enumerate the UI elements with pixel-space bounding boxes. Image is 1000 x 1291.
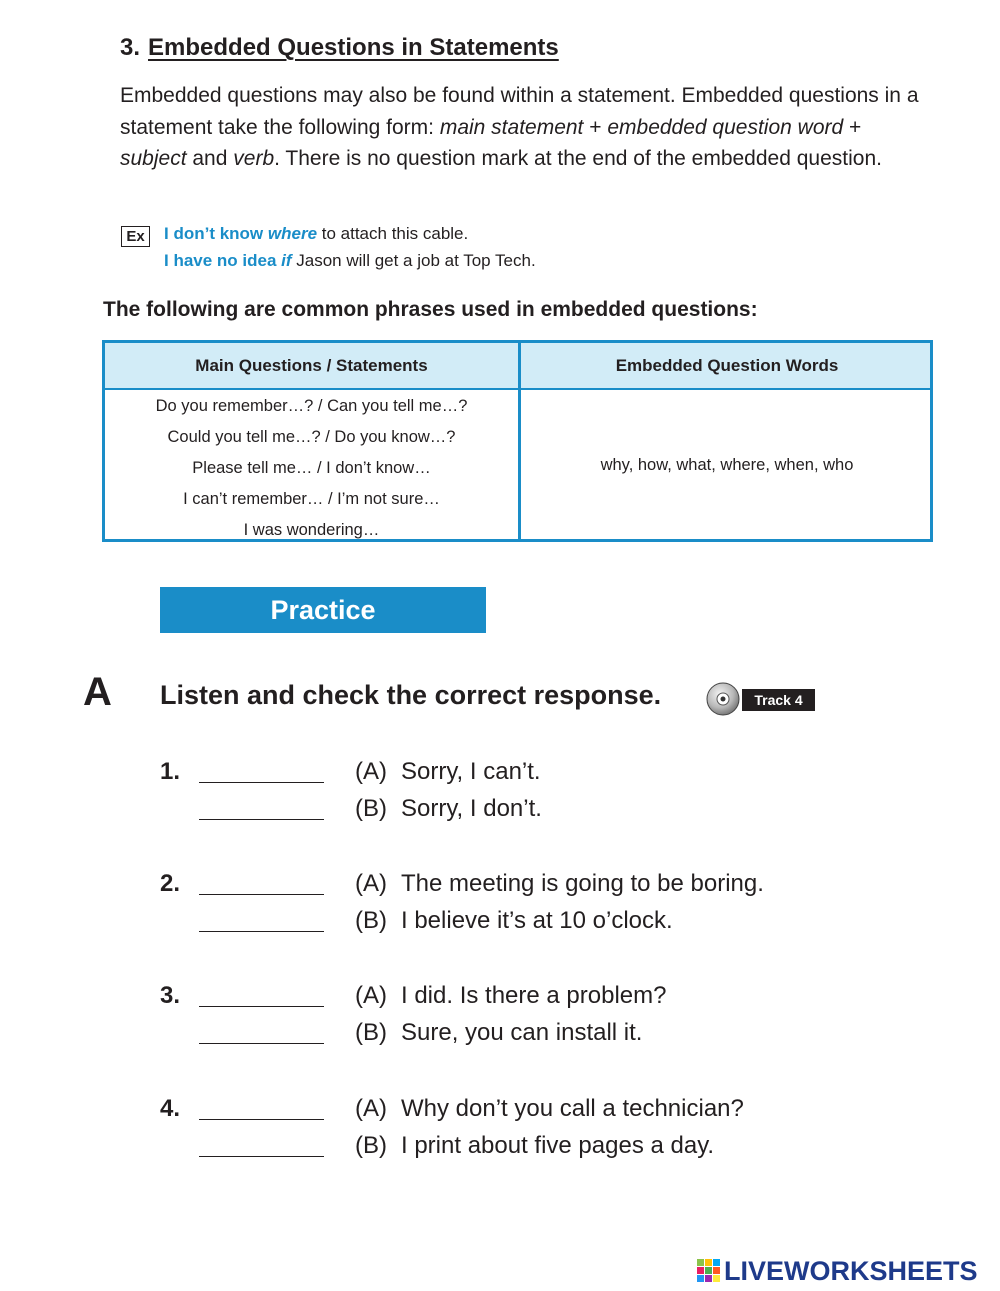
option-label: (B) xyxy=(355,1132,387,1159)
option-2a xyxy=(355,870,764,898)
logo-blocks-icon xyxy=(697,1259,721,1283)
intro-italic: embedded question word xyxy=(607,115,844,139)
answer-blank-2a[interactable] xyxy=(199,894,324,895)
practice-banner: Practice xyxy=(160,587,486,633)
intro-italic: main statement xyxy=(439,115,584,139)
example-line-2 xyxy=(164,251,536,271)
table-header-main: Main Questions / Statements xyxy=(195,356,428,375)
example-highlight xyxy=(164,224,317,243)
option-text: Sorry, I can’t. xyxy=(401,758,541,785)
option-label: (B) xyxy=(355,795,387,822)
exercise-instruction: Listen and check the correct response. xyxy=(160,680,662,710)
option-text: Sure, you can install it. xyxy=(401,1019,643,1046)
intro-text: + xyxy=(843,115,862,139)
question-number: 1. xyxy=(160,758,181,785)
question-number: 4. xyxy=(160,1095,181,1122)
option-label: (A) xyxy=(355,982,387,1009)
exercise-letter: A xyxy=(83,670,112,714)
intro-text: Embedded questions may also be found within a statement. Embedded questions in a statement take the following form: xyxy=(120,84,919,139)
option-label: (A) xyxy=(355,1095,387,1122)
option-3b xyxy=(355,1019,642,1047)
example-highlight xyxy=(164,251,292,270)
option-label: (A) xyxy=(355,758,387,785)
option-4a xyxy=(355,1095,744,1123)
track-label: Track 4 xyxy=(742,689,815,711)
table-row: I can’t remember… / I’m not sure… xyxy=(183,490,440,508)
example-hl-italic: if xyxy=(281,251,292,270)
option-text: I did. Is there a problem? xyxy=(401,982,667,1009)
question-number: 2. xyxy=(160,870,181,897)
option-text: I print about five pages a day. xyxy=(401,1132,715,1159)
section-title xyxy=(120,34,559,62)
intro-paragraph xyxy=(120,80,920,175)
example-line-1 xyxy=(164,224,468,244)
option-3a xyxy=(355,982,666,1010)
table-header-words: Embedded Question Words xyxy=(615,356,839,375)
table-row: Please tell me… / I don’t know… xyxy=(192,459,431,477)
example-hl-italic: where xyxy=(267,224,318,243)
table-row: Do you remember…? / Can you tell me…? xyxy=(155,397,468,415)
answer-blank-4b[interactable] xyxy=(199,1156,324,1157)
option-text: I believe it’s at 10 o’clock. xyxy=(401,907,673,934)
intro-text: and xyxy=(186,147,234,170)
option-label: (B) xyxy=(355,907,387,934)
table-row: I was wondering… xyxy=(243,521,380,539)
answer-blank-3a[interactable] xyxy=(199,1006,324,1007)
option-text: Why don’t you call a technician? xyxy=(401,1095,744,1122)
example-hl-text: I don’t know xyxy=(164,224,268,243)
option-1a xyxy=(355,758,541,786)
answer-blank-4a[interactable] xyxy=(199,1119,324,1120)
option-text: Sorry, I don’t. xyxy=(401,795,542,822)
logo-text: LIVEWORKSHEETS xyxy=(724,1256,978,1286)
section-title-text: Embedded Questions in Statements xyxy=(148,34,559,61)
option-text: The meeting is going to be boring. xyxy=(401,870,764,897)
example-badge: Ex xyxy=(121,226,150,247)
phrases-table xyxy=(102,340,933,542)
section-number: 3. xyxy=(120,34,141,61)
table-row: Could you tell me…? / Do you know…? xyxy=(167,428,456,446)
question-number: 3. xyxy=(160,982,181,1009)
table-left-column xyxy=(105,391,518,546)
example-rest: to attach this cable. xyxy=(317,224,469,243)
question-words: why, how, what, where, when, who xyxy=(600,455,854,474)
answer-blank-1b[interactable] xyxy=(199,819,324,820)
intro-text: . There is no question mark at the end of the embedded question. xyxy=(274,147,882,170)
option-4b xyxy=(355,1132,714,1160)
option-2b xyxy=(355,907,673,935)
audio-cd-icon[interactable] xyxy=(706,682,740,716)
intro-italic: subject xyxy=(120,147,187,170)
answer-blank-1a[interactable] xyxy=(199,782,324,783)
option-1b xyxy=(355,795,542,823)
option-label: (B) xyxy=(355,1019,387,1046)
phrases-heading: The following are common phrases used in embedded questions: xyxy=(103,298,758,321)
example-hl-text: I have no idea xyxy=(164,251,282,270)
answer-blank-3b[interactable] xyxy=(199,1043,324,1044)
answer-blank-2b[interactable] xyxy=(199,931,324,932)
liveworksheets-logo[interactable] xyxy=(697,1256,997,1286)
example-rest: Jason will get a job at Top Tech. xyxy=(291,251,536,270)
intro-text: + xyxy=(583,115,608,139)
table-right-cell xyxy=(521,391,933,539)
option-label: (A) xyxy=(355,870,387,897)
intro-italic: verb xyxy=(233,147,275,170)
